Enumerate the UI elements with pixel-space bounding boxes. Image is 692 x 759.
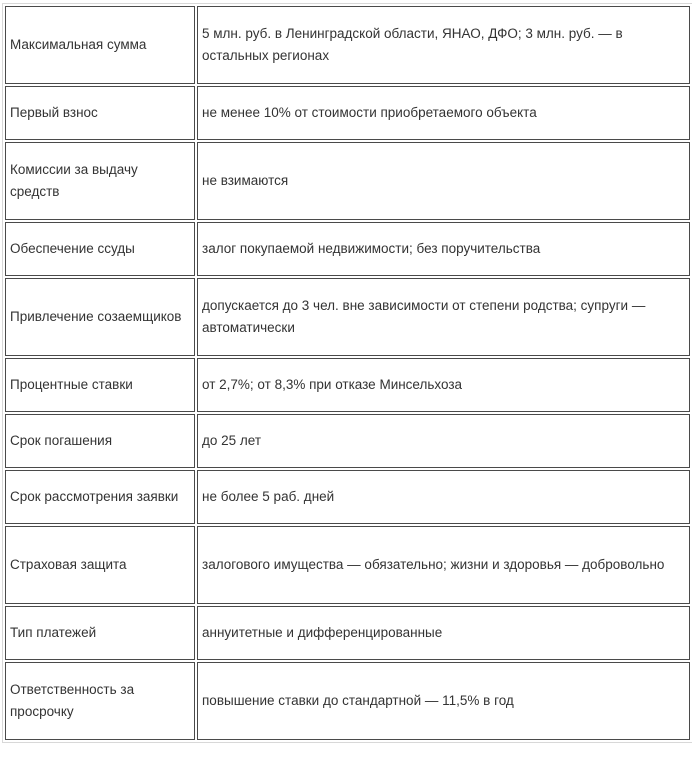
row-label: Страховая защита [5,526,195,604]
table-row [5,414,690,468]
table-row [5,662,690,740]
row-value: не более 5 раб. дней [197,470,690,524]
row-value: до 25 лет [197,414,690,468]
row-label: Срок погашения [5,414,195,468]
row-label: Тип платежей [5,606,195,660]
table-row [5,86,690,140]
row-value: аннуитетные и дифференцированные [197,606,690,660]
row-label: Процентные ставки [5,358,195,412]
row-value: залогового имущества — обязательно; жизни и здоровья — добровольно [197,526,690,604]
row-value: 5 млн. руб. в Ленинградской области, ЯНАО, ДФО; 3 млн. руб. — в остальных регионах [197,6,690,84]
table-row [5,222,690,276]
row-label: Первый взнос [5,86,195,140]
row-label: Ответственность за просрочку [5,662,195,740]
row-label: Максимальная сумма [5,6,195,84]
row-label: Срок рассмотрения заявки [5,470,195,524]
table-row [5,526,690,604]
table-row [5,278,690,356]
table-row [5,470,690,524]
table-row [5,358,690,412]
table-row [5,142,690,220]
row-value: повышение ставки до стандартной — 11,5% в год [197,662,690,740]
row-label: Обеспечение ссуды [5,222,195,276]
row-label: Привлечение созаемщиков [5,278,195,356]
row-value: от 2,7%; от 8,3% при отказе Минсельхоза [197,358,690,412]
row-value: допускается до 3 чел. вне зависимости от степени родства; супруги — автоматически [197,278,690,356]
table-row [5,6,690,84]
row-value: не менее 10% от стоимости приобретаемого объекта [197,86,690,140]
row-value: не взимаются [197,142,690,220]
row-label: Комиссии за выдачу средств [5,142,195,220]
row-value: залог покупаемой недвижимости; без поручительства [197,222,690,276]
loan-conditions-table [2,3,692,743]
table-row [5,606,690,660]
